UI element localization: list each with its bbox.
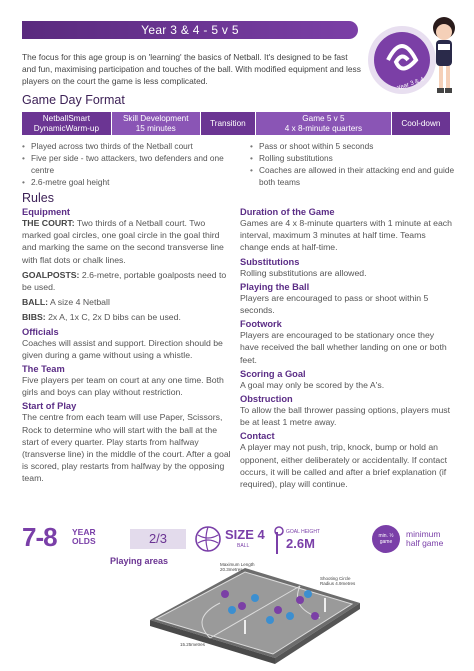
playing-areas-label: Playing areas [110,556,169,566]
shooting-circle-label: Shooting Circle [320,576,351,581]
format-step-transition: Transition [201,112,256,135]
playing-heading: Playing the Ball [240,281,310,292]
max-length-label: Maximum Length [220,562,255,567]
game-day-bullets-left [22,140,227,188]
list-item: • Played across two thirds of the Netball court [22,140,227,152]
ball-size: SIZE 4 [225,527,265,542]
subs-heading: Substitutions [240,256,300,267]
intro-paragraph: The focus for this age group is on 'learning' the basics of Netball. It's designed to be fast and fun, maximising participation and touches of the ball. With modified equipment and less players on the court the game is less complicated. [22,52,361,86]
title-banner [22,21,358,39]
scoring-heading: Scoring a Goal [240,368,306,379]
bibs-rule: BIBS: 2x A, 1x C, 2x D bibs can be used. [22,312,181,323]
obstruction-text: To allow the ball thrower passing options, players must be at least 1 metre away. [240,405,451,428]
list-item: • Pass or shoot within 5 seconds [250,140,455,152]
goalpost-icon [270,526,284,559]
team-heading: The Team [22,364,65,375]
duration-text: Games are 4 x 8-minute quarters with 1 minute at each interval, maximum 3 minutes at half time. Teams change ends at half-time. [240,218,452,253]
format-step-skills: Skill Development 15 minutes [112,112,201,135]
game-day-heading: Game Day Format [22,93,125,107]
rules-left-column [22,207,234,485]
officials-text: Coaches will assist and support. Direction should be given during a game without using a whistle. [22,337,223,360]
game-day-format-bar [22,112,450,135]
contact-heading: Contact [240,431,275,442]
subs-text: Rolling substitutions are allowed. [240,267,367,278]
footwork-heading: Footwork [240,319,282,330]
mascot-badge: Year 3 & 4 [396,76,425,92]
rules-heading: Rules [22,191,54,205]
contact-text: A player may not push, trip, knock, bump or hold an opponent, either deliberately or accidentally. If contact occurs, it will be called and after a brief explanation (if required), play will continue. [240,442,448,490]
goal-height: 2.6M [286,536,315,551]
list-item: • Coaches are allowed in their attacking end and guide both teams [250,164,455,188]
team-text: Five players per team on court at any one time. Both girls and boys can play without restriction. [22,375,224,398]
goalposts-rule: GOALPOSTS: 2.6-metre, portable goalposts need to be used. [22,269,227,293]
summary-strip [22,524,462,556]
list-item: • 2.6-metre goal height [22,176,227,188]
officials-heading: Officials [22,326,59,337]
page-title: Year 3 & 4 - 5 v 5 [141,23,239,37]
list-item: • Rolling substitutions [250,152,455,164]
ball-rule: BALL: A size 4 Netball [22,297,110,308]
age-label: YEAR OLDS [72,527,96,546]
goal-height-label: GOAL HEIGHT [286,529,320,535]
format-step-game: Game 5 v 5 4 x 8-minute quarters [256,112,392,135]
equipment-heading: Equipment [22,207,71,217]
footwork-text: Players are encouraged to be stationary once they have received the ball whether landing on one or both feet. [240,330,447,365]
format-step-warmup: NetballSmart DynamicWarm-up [22,112,112,135]
mascot-illustration [368,10,468,102]
list-item: • Five per side - two attackers, two defenders and one centre [22,152,227,176]
start-heading: Start of Play [22,401,77,412]
rules-right-column [240,207,454,490]
shooting-radius-label: Radius 4.9metres [320,581,356,586]
duration-heading: Duration of the Game [240,207,335,217]
obstruction-heading: Obstruction [240,394,293,405]
ball-label: BALL [237,543,250,549]
half-time-icon: min. ½ game [372,525,400,553]
half-time-text: minimum half game [406,529,444,548]
max-length-value: 20.3metres [220,567,243,572]
start-text: The centre from each team will use Paper, Scissors, Rock to determine who will start with the ball at the start of every quarter. Play starts from halfway (transverse line) in the middle of the court. After a goal is scored, play restarts from halfway by the opposing team. [22,412,231,484]
ball-icon [194,525,222,558]
game-day-bullets-right [250,140,455,188]
court-fraction-badge: 2/3 [130,529,186,549]
court-rule: THE COURT: Two thirds of a Netball court. Two marked goal circles, one goal circle in the goal third and marking the same on the second transverse line with flat dots or chalk lines. [22,218,224,265]
court-diagram [150,558,360,666]
court-width-label: 15.25metres [180,642,206,647]
age-range: 7-8 [22,522,57,552]
scoring-text: A goal may only be scored by the A's. [240,379,385,390]
format-step-cooldown: Cool-down [392,112,450,135]
playing-text: Players are encouraged to pass or shoot within 5 seconds. [240,292,429,316]
